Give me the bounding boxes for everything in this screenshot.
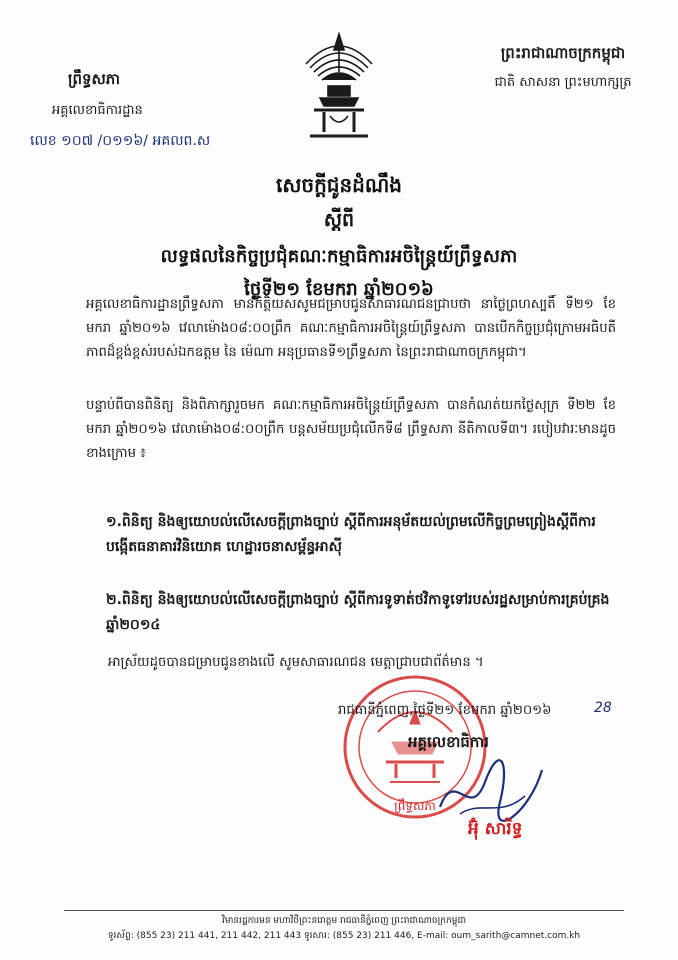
body-paragraph-1: អគ្គលេខាធិការដ្ឋានព្រឹទ្ធសភា មានកិត្តិយសសូមជម្រាបជូនសាធារណជនជ្រាបថា នាថ្ងៃព្រហស្បតិ៍ ទី២១ ខែមករា ឆ្នាំ២០១៦ វេលាម៉ោង០៨:០០ព្រឹក គណៈកម្មាធិការអចិន្ត្រៃយ៍ព្រឹទ្ធសភា បានបើកកិច្ចប្រជុំក្រោមអធិបតីភាពដ៏ខ្ពង់ខ្ពស់របស់ឯកឧត្តម នៃ ម៉េណា អនុប្រធានទី១ព្រឹទ្ធសភា នៃព្រះរាជាណាចក្រកម្ពុជា។ <box>86 297 616 360</box>
reference-number: លេខ ១០៧ /០១១៦/ អគលព.ស <box>30 133 211 149</box>
kingdom-motto: ជាតិ សាសនា ព្រះមហាក្សត្រ <box>494 75 632 90</box>
footer-phone-label: ទូរស័ព្ទ: <box>107 931 134 941</box>
footer-address: វិមានរដ្ឋការមន មហាវិថីព្រះនរោត្តម រាជធានីភ្នំពេញ ព្រះរាជាណាចក្រកម្ពុជា <box>221 916 467 926</box>
royal-emblem-icon <box>300 32 378 142</box>
place-and-date: រាជធានីភ្នំពេញ,ថ្ងៃទី២១ ខែមករា ឆ្នាំ២០១៦ <box>338 703 552 718</box>
seal-text: ព្រឹទ្ធសភា <box>394 799 436 813</box>
footer-fax-label: ទូរសារ: <box>303 931 330 941</box>
title-about: ស្តីពី <box>323 209 355 231</box>
body-paragraph-2: បន្ទាប់ពីបានពិនិត្យ និងពិភាក្សារួចមក គណៈកម្មាធិការអចិន្ត្រៃយ៍ព្រឹទ្ធសភា បានកំណត់យកថ្ងៃសុក្រ ទី២២ ខែមករា ឆ្នាំ២០១៦ វេលាម៉ោង០៨:០០ព្រឹក បន្តសម័យប្រជុំលើកទី៨ ព្រឹទ្ធសភា នីតិកាលទី៣។ របៀបវារៈមានដូចខាងក្រោម ៖ <box>86 398 616 461</box>
kingdom-name: ព្រះរាជាណាចក្រកម្ពុជា <box>500 44 626 62</box>
signer-name: អ៊ុំ សារិទ្ធ <box>468 819 523 839</box>
footer-phone: (855 23) 211 441, 211 442, 211 443 <box>136 931 302 941</box>
document-title-block <box>0 172 678 304</box>
sender-department: អគ្គលេខាធិការដ្ឋាន <box>52 103 143 118</box>
kingdom-header <box>478 44 648 93</box>
title-notice: សេចក្តីជូនដំណឹង <box>276 173 402 197</box>
sender-organization: ព្រឹទ្ធសភា <box>68 70 121 88</box>
title-subject: លទ្ធផលនៃកិច្ចប្រជុំគណៈកម្មាធិការអចិន្ត្រៃយ៍ព្រឹទ្ធសភា <box>160 246 518 267</box>
title-date: ថ្ងៃទី២១ ខែមករា ឆ្នាំ២០១៦ <box>244 279 434 300</box>
sender-block <box>30 70 270 152</box>
footer <box>64 914 624 944</box>
footer-fax: (855 23) 211 446, E-mail: oum_sarith@camnet.com.kh <box>332 931 581 941</box>
handwritten-note: 28 <box>594 700 612 716</box>
closing-statement: អាស្រ័យដូចបានជម្រាបជូនខាងលើ សូមសាធារណជន មេត្តាជ្រាបជាព័ត៌មាន ។ <box>108 655 484 670</box>
footer-contact <box>64 929 624 944</box>
agenda-item-2: ២.ពិនិត្យ និងឲ្យយោបល់លើសេចក្តីព្រាងច្បាប់ ស្តីពីការទូទាត់ថវិកាទូទៅរបស់រដ្ឋសម្រាប់ការគ្រប់គ្រងឆ្នាំ២០១៤ <box>106 592 610 633</box>
footer-divider <box>64 910 624 911</box>
signer-title: អគ្គលេខាធិការ <box>408 733 489 751</box>
agenda-item-1: ១.ពិនិត្យ និងឲ្យយោបល់លើសេចក្តីព្រាងច្បាប់ ស្តីពីការអនុម័តយល់ព្រមលើកិច្ចព្រមព្រៀងស្តីពីការបង្កើតធនាគារវិនិយោគ ហេដ្ឋារចនាសម្ព័ន្ធអាស៊ី <box>106 514 596 555</box>
